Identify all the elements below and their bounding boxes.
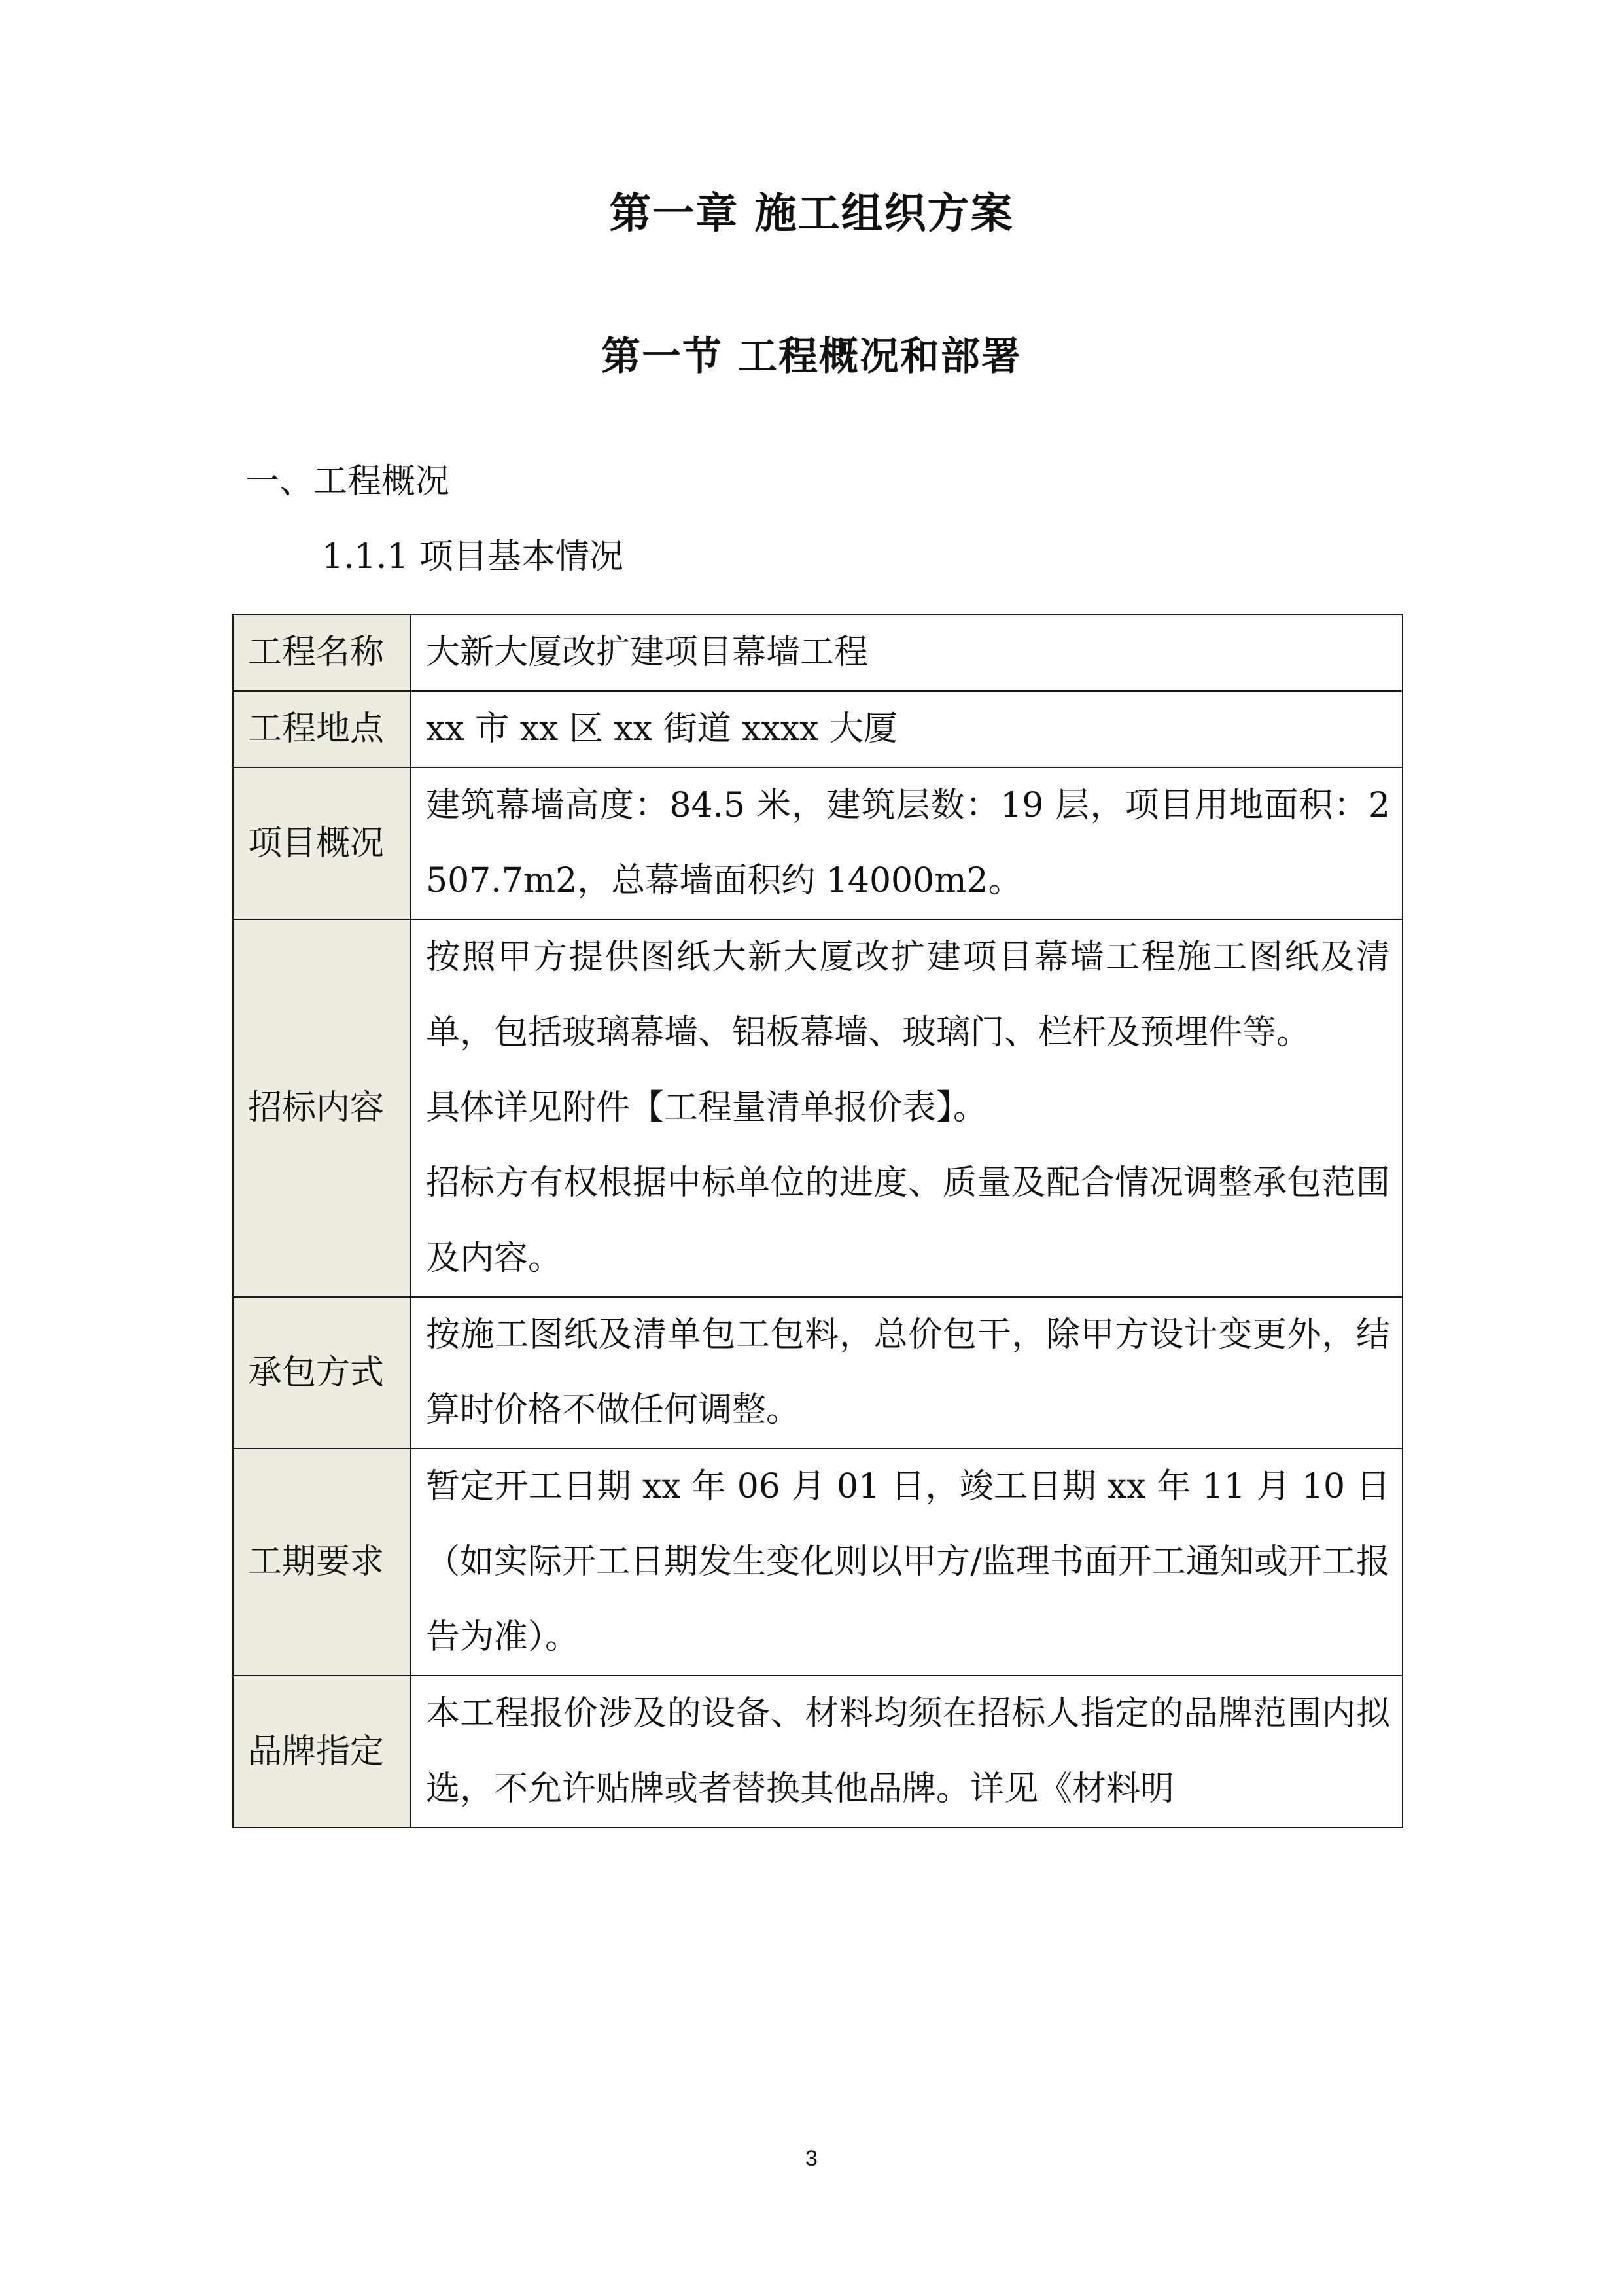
row-label: 项目概况 [233, 768, 411, 919]
row-content [411, 1676, 1403, 1828]
row-paragraph: 大新大厦改扩建项目幕墙工程 [426, 633, 869, 672]
row-paragraph: 按照甲方提供图纸大新大厦改扩建项目幕墙工程施工图纸及清单，包括玻璃幕墙、铝板幕墙、玻璃门、栏杆及预埋件等。 [426, 938, 1390, 1052]
row-label: 工程名称 [233, 614, 411, 691]
row-content [411, 768, 1403, 919]
row-paragraph: 按施工图纸及清单包工包料，总价包干，除甲方设计变更外，结算时价格不做任何调整。 [426, 1315, 1390, 1430]
row-label: 承包方式 [233, 1297, 411, 1449]
row-paragraph: 本工程报价涉及的设备、材料均须在招标人指定的品牌范围内拟选，不允许贴牌或者替换其他品牌。详见《材料明 [426, 1694, 1390, 1809]
row-content [411, 919, 1403, 1297]
row-content [411, 1297, 1403, 1449]
table-row [233, 1297, 1403, 1449]
row-paragraph: 招标方有权根据中标单位的进度、质量及配合情况调整承包范围及内容。 [426, 1163, 1390, 1278]
row-content [411, 691, 1403, 768]
project-info-table [232, 614, 1403, 1828]
row-label: 工期要求 [233, 1449, 411, 1676]
table-row [233, 1676, 1403, 1828]
page-number: 3 [805, 2146, 818, 2171]
row-paragraph: xx 市 xx 区 xx 街道 xxxx 大厦 [426, 709, 898, 749]
row-label: 工程地点 [233, 691, 411, 768]
section-title: 第一节 工程概况和部署 [601, 334, 1022, 380]
heading-level-1: 一、工程概况 [245, 462, 450, 501]
heading-level-2: 1.1.1 项目基本情况 [322, 537, 623, 576]
table-row [233, 1449, 1403, 1676]
row-label: 品牌指定 [233, 1676, 411, 1828]
chapter-title: 第一章 施工组织方案 [609, 190, 1014, 238]
row-content [411, 614, 1403, 691]
row-label: 招标内容 [233, 919, 411, 1297]
row-content [411, 1449, 1403, 1676]
table-row [233, 691, 1403, 768]
row-paragraph: 暂定开工日期 xx 年 06 月 01 日，竣工日期 xx 年 11 月 10 日（如实际开工日期发生变化则以甲方/监理书面开工通知或开工报告为准）。 [426, 1467, 1390, 1657]
row-paragraph: 建筑幕墙高度：84.5 米，建筑层数：19 层，项目用地面积：2507.7m2，总幕墙面积约 14000m2。 [426, 786, 1390, 900]
table-row [233, 614, 1403, 691]
row-paragraph: 具体详见附件【工程量清单报价表】。 [426, 1088, 988, 1127]
table-row [233, 768, 1403, 919]
table-row [233, 919, 1403, 1297]
